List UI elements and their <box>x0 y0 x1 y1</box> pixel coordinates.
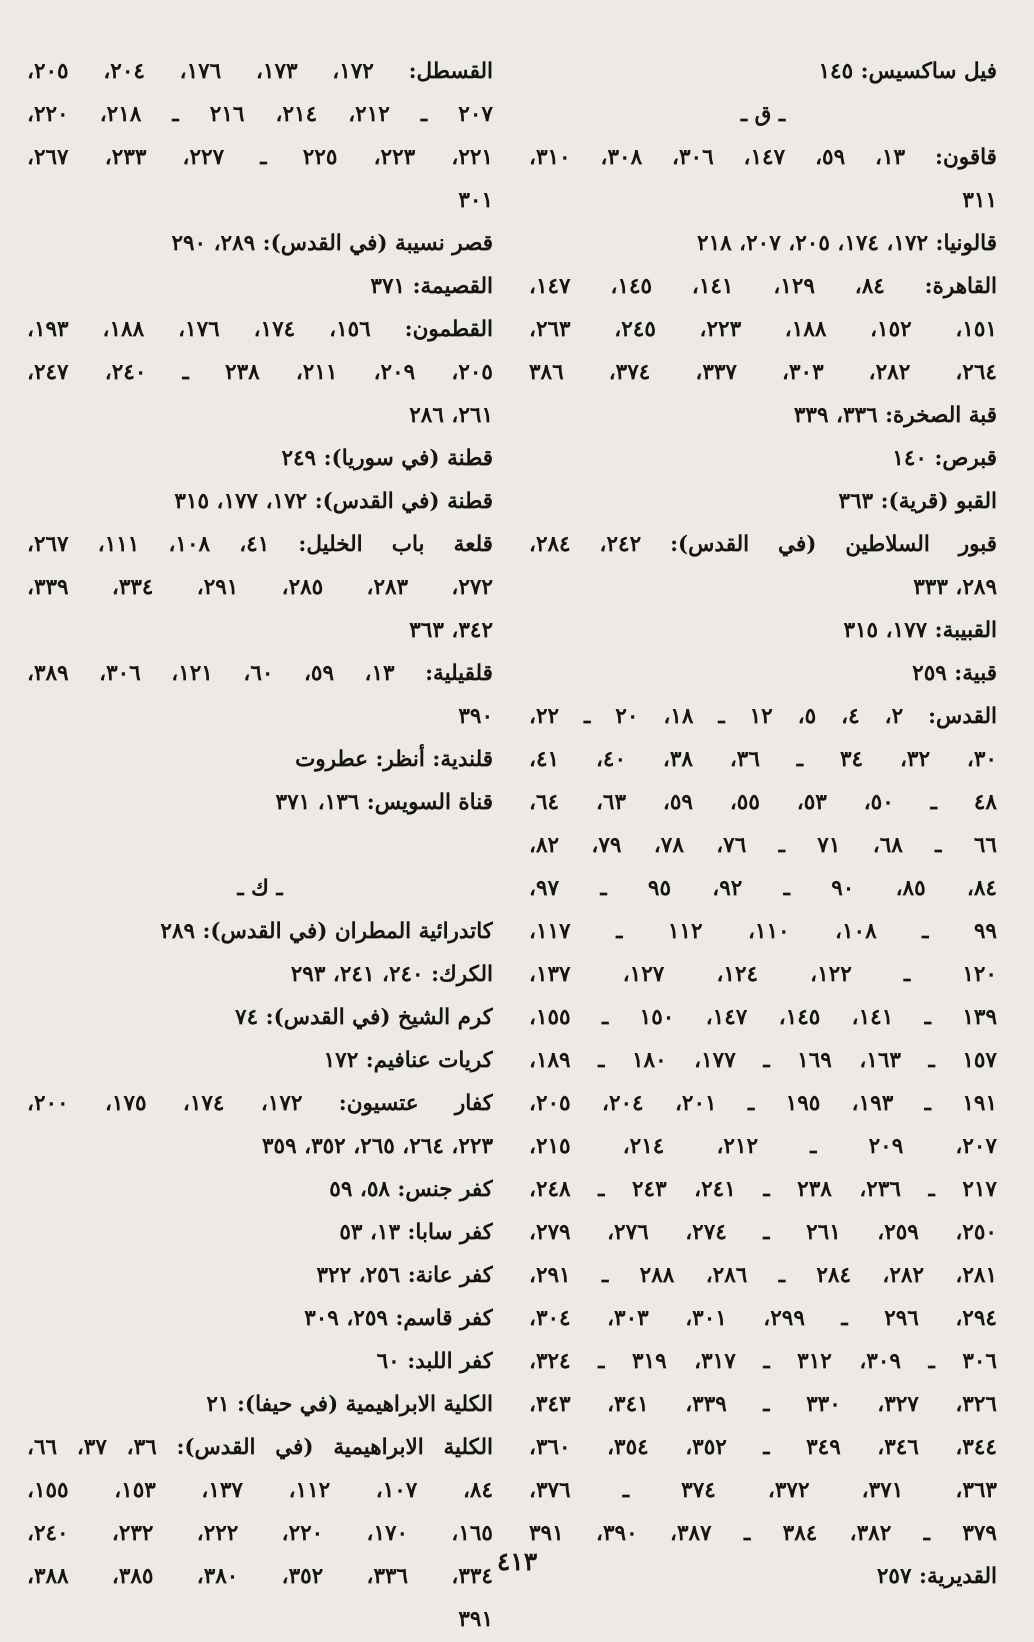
index-entry-line: ١٥١، ١٥٢، ١٨٨، ٢٢٣، ٢٤٥، ٢٦٣، <box>529 317 997 342</box>
index-entry-line: ٣٦٣، ٣٧١، ٣٧٢، ٣٧٤ ـ ٣٧٦، <box>529 1478 997 1503</box>
index-entry-line: ٣٧٩ ـ ٣٨٢، ٣٨٤ ـ ٣٨٧، ٣٩٠، ٣٩١ <box>529 1521 997 1546</box>
index-entry-line: ٢٦١، ٢٨٦ <box>409 403 493 428</box>
index-entry-line: كفر قاسم: ٢٥٩، ٣٠٩ <box>304 1306 493 1331</box>
index-entry-line: ١٢٠ ـ ١٢٢، ١٢٤، ١٢٧، ١٣٧، <box>529 962 997 987</box>
index-entry-line: ٣٢٦، ٣٢٧، ٣٣٠ ـ ٣٣٩، ٣٤١، ٣٤٣، <box>529 1392 997 1417</box>
index-entry-line: ٣٣٤، ٣٣٦، ٣٥٢، ٣٨٠، ٣٨٥، ٣٨٨، <box>27 1564 493 1589</box>
index-entry-line: ٣٠، ٣٢، ٣٤ ـ ٣٦، ٣٨، ٤٠، ٤١، <box>529 747 997 772</box>
section-letter-heading: ـ ك ـ <box>237 876 283 901</box>
index-entry-line: ١٣٩ ـ ١٤١، ١٤٥، ١٤٧، ١٥٠ ـ ١٥٥، <box>529 1005 997 1030</box>
index-entry-line: القصيمة: ٣٧١ <box>370 274 493 299</box>
index-entry-line: قطنة (في القدس): ١٧٢، ١٧٧، ٣١٥ <box>174 489 493 514</box>
index-entry-line: ٨٤، ١٠٧، ١١٢، ١٣٧، ١٥٣، ١٥٥، <box>27 1478 493 1503</box>
index-entry-line: ٢٢١، ٢٢٣، ٢٢٥ ـ ٢٢٧، ٢٣٣، ٢٦٧، <box>27 145 493 170</box>
index-entry-line: ٣٤٢، ٣٦٣ <box>409 618 493 643</box>
index-entry-line: قالونيا: ١٧٢، ١٧٤، ٢٠٥، ٢٠٧، ٢١٨ <box>697 231 997 256</box>
index-entry-line: كريات عنافيم: ١٧٢ <box>323 1048 493 1073</box>
index-entry-line: ٣٩٠ <box>458 704 493 729</box>
index-entry-line: كفر اللبد: ٦٠ <box>376 1349 493 1374</box>
index-entry-line: القديرية: ٢٥٧ <box>876 1564 997 1589</box>
index-entry-line: ١٥٧ ـ ١٦٣، ١٦٩ ـ ١٧٧، ١٨٠ ـ ١٨٩، <box>529 1048 997 1073</box>
index-entry-line: القدس: ٢، ٤، ٥، ١٢ ـ ١٨، ٢٠ ـ ٢٢، <box>529 704 997 729</box>
index-entry-line: قبور السلاطين (في القدس): ٢٤٢، ٢٨٤، <box>529 532 997 557</box>
index-entry-line: كاتدرائية المطران (في القدس): ٢٨٩ <box>160 919 493 944</box>
index-entry-line: كرم الشيخ (في القدس): ٧٤ <box>235 1005 493 1030</box>
index-entry-line: ٢١٧ ـ ٢٣٦، ٢٣٨ ـ ٢٤١، ٢٤٣ ـ ٢٤٨، <box>529 1177 997 1202</box>
index-entry-line: قبية: ٢٥٩ <box>912 661 997 686</box>
index-entry-line: قبرص: ١٤٠ <box>892 446 997 471</box>
index-entry-line: قلندية: أنظر: عطروت <box>295 747 493 772</box>
index-entry-line: كفار عتسيون: ١٧٢، ١٧٤، ١٧٥، ٢٠٠، <box>27 1091 493 1116</box>
index-entry-line: ٣١١ <box>962 188 997 213</box>
index-entry-line: ٩٩ ـ ١٠٨، ١١٠، ١١٢ ـ ١١٧، <box>529 919 997 944</box>
index-entry-line: ٢٠٧ ـ ٢١٢، ٢١٤، ٢١٦ ـ ٢١٨، ٢٢٠، <box>27 102 493 127</box>
index-entry-line: ٢٦٤، ٢٨٢، ٣٠٣، ٣٣٧، ٣٧٤، ٣٨٦ <box>529 360 997 385</box>
index-entry-line: ١٦٥، ١٧٠، ٢٢٠، ٢٢٢، ٢٣٢، ٢٤٠، <box>27 1521 493 1546</box>
index-entry-line: ٢٩٤، ٢٩٦ ـ ٢٩٩، ٣٠١، ٣٠٣، ٣٠٤، <box>529 1306 997 1331</box>
index-entry-line: ٢٧٢، ٢٨٣، ٢٨٥، ٢٩١، ٣٣٤، ٣٣٩، <box>27 575 493 600</box>
index-entry-line: الكرك: ٢٤٠، ٢٤١، ٢٩٣ <box>290 962 493 987</box>
index-entry-line: قطنة (في سوريا): ٢٤٩ <box>281 446 493 471</box>
index-entry-line: ٨٤، ٨٥، ٩٠ ـ ٩٢، ٩٥ ـ ٩٧، <box>529 876 997 901</box>
index-entry-line: ٣٩١ <box>458 1607 493 1632</box>
index-entry-line: ٢٠٧، ٢٠٩ ـ ٢١٢، ٢١٤، ٢١٥، <box>529 1134 997 1159</box>
index-entry-line: قناة السويس: ١٣٦، ٣٧١ <box>275 790 493 815</box>
index-entry-line: ٦٦ ـ ٦٨، ٧١ ـ ٧٦، ٧٨، ٧٩، ٨٢، <box>529 833 997 858</box>
index-column-right <box>529 50 997 1598</box>
section-letter-heading: ـ ق ـ <box>740 102 786 127</box>
index-entry-line: ٢٨١، ٢٨٢، ٢٨٤ ـ ٢٨٦، ٢٨٨ ـ ٢٩١، <box>529 1263 997 1288</box>
index-entry-line: قاقون: ١٣، ٥٩، ١٤٧، ٣٠٦، ٣٠٨، ٣١٠، <box>529 145 997 170</box>
index-entry-line: ٤٨ ـ ٥٠، ٥٣، ٥٥، ٥٩، ٦٣، ٦٤، <box>529 790 997 815</box>
index-entry-line: ٣٤٤، ٣٤٦، ٣٤٩ ـ ٣٥٢، ٣٥٤، ٣٦٠، <box>529 1435 997 1460</box>
index-entry-line: القبو (قرية): ٣٦٣ <box>838 489 997 514</box>
index-entry-line: القاهرة: ٨٤، ١٢٩، ١٤١، ١٤٥، ١٤٧، <box>529 274 997 299</box>
index-entry-line: ٢٥٠، ٢٥٩، ٢٦١ ـ ٢٧٤، ٢٧٦، ٢٧٩، <box>529 1220 997 1245</box>
index-column-left <box>27 50 493 1641</box>
index-entry-line: ٢٨٩، ٣٣٣ <box>913 575 997 600</box>
index-entry-line: القسطل: ١٧٢، ١٧٣، ١٧٦، ٢٠٤، ٢٠٥، <box>27 59 493 84</box>
index-entry-line: كفر عانة: ٢٥٦، ٣٢٢ <box>316 1263 493 1288</box>
index-entry-line: قصر نسيبة (في القدس): ٢٨٩، ٢٩٠ <box>171 231 493 256</box>
index-entry-line: قبة الصخرة: ٣٣٦، ٣٣٩ <box>793 403 997 428</box>
index-entry-line: قلقيلية: ١٣، ٥٩، ٦٠، ١٢١، ٣٠٦، ٣٨٩، <box>27 661 493 686</box>
index-entry-line: الكلية الابراهيمية (في القدس): ٣٦، ٣٧، ٦٦، <box>27 1435 493 1460</box>
index-entry-line: كفر سابا: ١٣، ٥٣ <box>339 1220 493 1245</box>
index-entry-line: فيل ساكسيس: ١٤٥ <box>818 59 997 84</box>
index-entry-line: ١٩١ ـ ١٩٣، ١٩٥ ـ ٢٠١، ٢٠٤، ٢٠٥، <box>529 1091 997 1116</box>
index-entry-line: ٢٢٣، ٢٦٤، ٢٦٥، ٣٥٢، ٣٥٩ <box>261 1134 493 1159</box>
index-entry-line <box>27 824 493 867</box>
index-entry-line: كفر جنس: ٥٨، ٥٩ <box>329 1177 493 1202</box>
page-number: ٤١٣ <box>496 1547 538 1576</box>
index-entry-line: الكلية الابراهيمية (في حيفا): ٢١ <box>206 1392 493 1417</box>
index-entry-line: قلعة باب الخليل: ٤١، ١٠٨، ١١١، ٢٦٧، <box>27 532 493 557</box>
index-entry-line: ٣٠١ <box>458 188 493 213</box>
index-entry-line: ٢٠٥، ٢٠٩، ٢١١، ٢٣٨ ـ ٢٤٠، ٢٤٧، <box>27 360 493 385</box>
index-entry-line: ٣٠٦ ـ ٣٠٩، ٣١٢ ـ ٣١٧، ٣١٩ ـ ٣٢٤، <box>529 1349 997 1374</box>
index-entry-line: القطمون: ١٥٦، ١٧٤، ١٧٦، ١٨٨، ١٩٣، <box>27 317 493 342</box>
index-entry-line: القبيبة: ١٧٧، ٣١٥ <box>843 618 997 643</box>
